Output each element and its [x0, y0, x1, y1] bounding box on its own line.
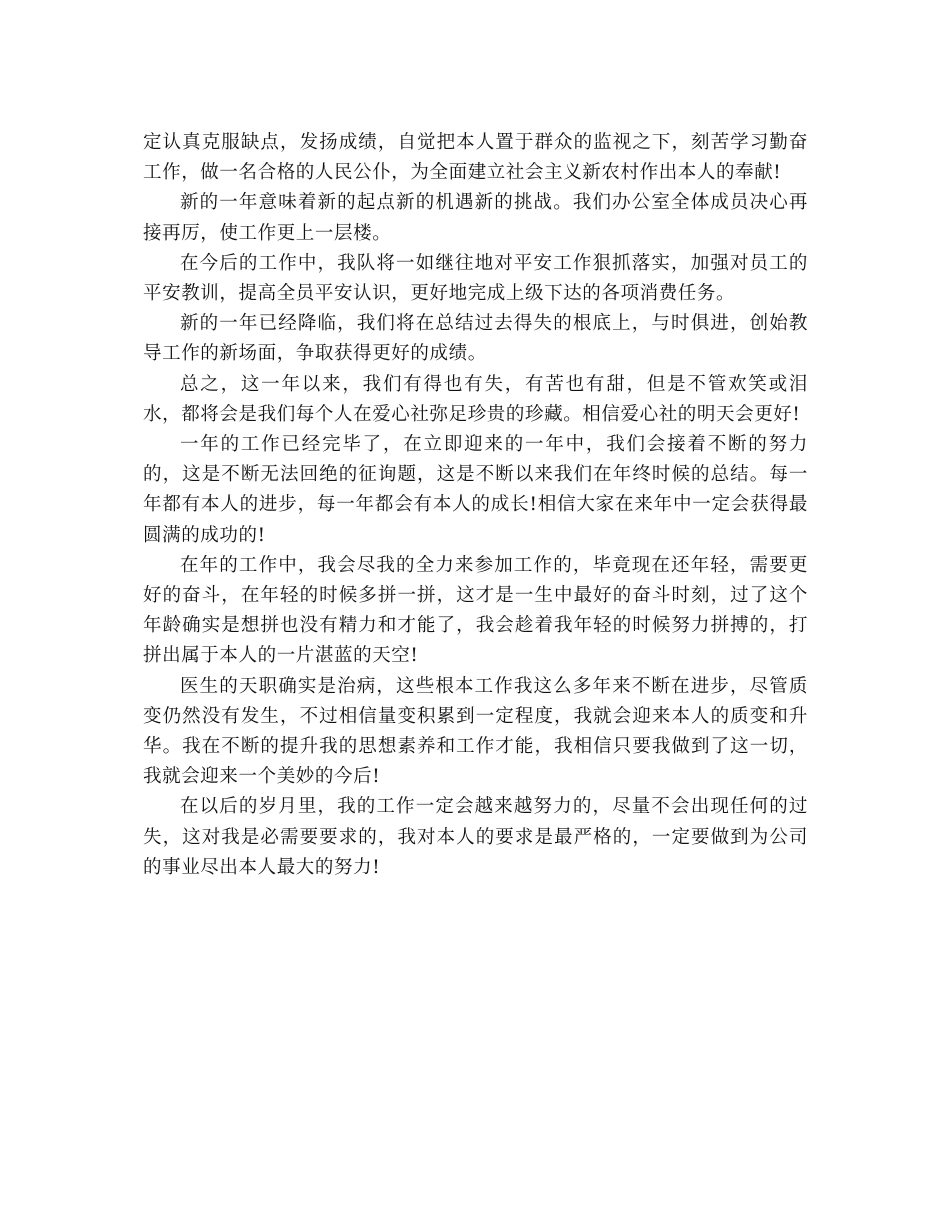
- paragraph: 医生的天职确实是治病，这些根本工作我这么多年来不断在进步，尽管质变仍然没有发生，不过相信量变积累到一定程度，我就会迎来本人的质变和升华。我在不断的提升我的思想素养和工作才能，我相信只要我做到了这一切，我就会迎来一个美妙的今后!: [143, 675, 808, 788]
- paragraph: 新的一年意味着新的起点新的机遇新的挑战。我们办公室全体成员决心再接再厉，使工作更上一层楼。: [143, 192, 808, 244]
- paragraph: 一年的工作已经完毕了，在立即迎来的一年中，我们会接着不断的努力的，这是不断无法回绝的征询题，这是不断以来我们在年终时候的总结。每一年都有本人的进步，每一年都会有本人的成长!相信大家在来年中一定会获得最圆满的成功的!: [143, 434, 808, 546]
- paragraph: 总之，这一年以来，我们有得也有失，有苦也有甜，但是不管欢笑或泪水，都将会是我们每个人在爱心社弥足珍贵的珍藏。相信爱心社的明天会更好!: [143, 373, 808, 425]
- paragraph: 在今后的工作中，我队将一如继往地对平安工作狠抓落实，加强对员工的平安教训，提高全员平安认识，更好地完成上级下达的各项消费任务。: [143, 252, 808, 305]
- paragraph-continuation: 定认真克服缺点，发扬成绩，自觉把本人置于群众的监视之下，刻苦学习勤奋工作，做一名合格的人民公仆，为全面建立社会主义新农村作出本人的奉献!: [143, 132, 808, 184]
- paragraph: 在年的工作中，我会尽我的全力来参加工作的，毕竟现在还年轻，需要更好的奋斗，在年轻的时候多拼一拼，这才是一生中最好的奋斗时刻，过了这个年龄确实是想拼也没有精力和才能了，我会趁着我年轻的时候努力拼搏的，打拼出属于本人的一片湛蓝的天空!: [143, 554, 808, 667]
- paragraph: 新的一年已经降临，我们将在总结过去得失的根底上，与时俱进，创始教导工作的新场面，争取获得更好的成绩。: [143, 313, 808, 365]
- paragraph: 在以后的岁月里，我的工作一定会越来越努力的，尽量不会出现任何的过失，这对我是必需要要求的，我对本人的要求是最严格的，一定要做到为公司的事业尽出本人最大的努力!: [143, 796, 808, 878]
- document-body: [143, 128, 808, 883]
